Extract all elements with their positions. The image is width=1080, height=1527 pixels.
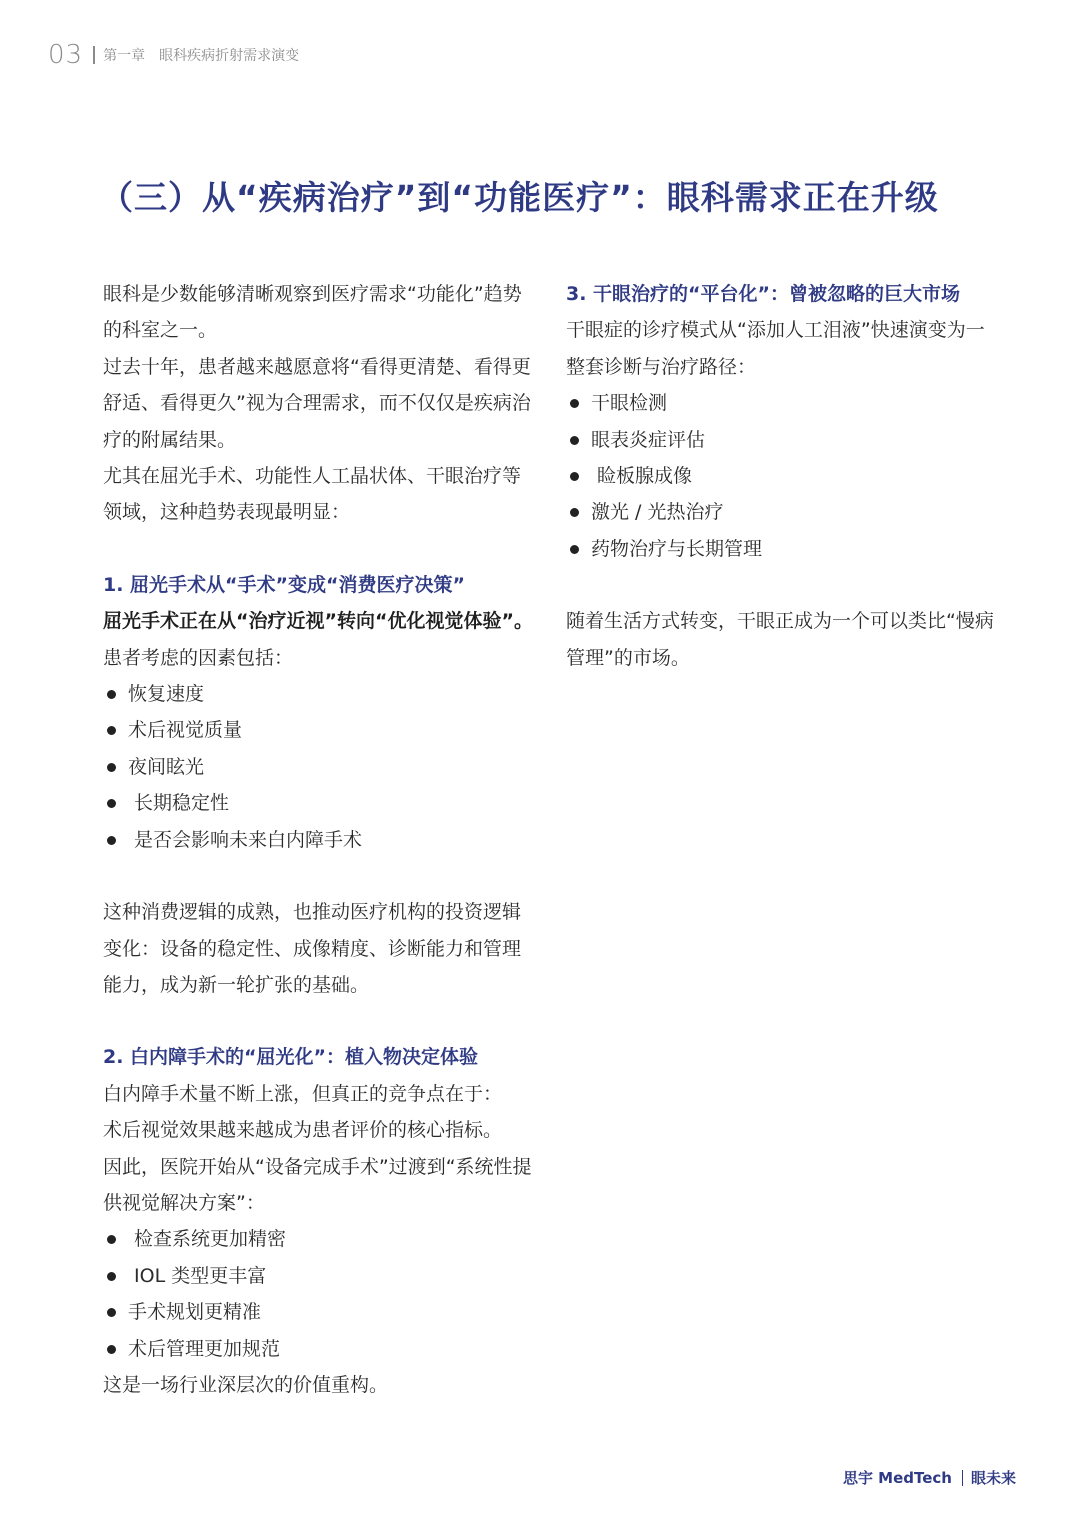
- section-title: （三）从“疾病治疗”到“功能医疗”：眼科需求正在升级: [100, 178, 939, 217]
- list-item: 手术规划更精准: [103, 1294, 533, 1330]
- list-item: 检查系统更加精密: [103, 1221, 533, 1257]
- subsection-1-bold-statement: 屈光手术正在从“治疗近视”转向“优化视觉体验”。: [103, 610, 533, 633]
- chapter-title: 眼科疾病折射需求演变: [159, 48, 300, 64]
- subsection-1-list: [103, 676, 533, 858]
- subsection-3-lead: 干眼症的诊疗模式从“添加人工泪液”快速演变为一整套诊断与治疗路径：: [566, 319, 985, 378]
- list-item: 眼表炎症评估: [566, 422, 996, 458]
- spacer: [103, 531, 533, 567]
- subsection-2-closing: 这是一场行业深层次的价值重构。: [103, 1373, 389, 1396]
- intro-paragraph-2: 过去十年，患者越来越愿意将“看得更清楚、看得更舒适、看得更久”视为合理需求，而不仅仅是疾病治疗的附属结果。: [103, 355, 531, 451]
- right-column: [566, 276, 996, 676]
- subsection-1-lead: 患者考虑的因素包括：: [103, 646, 294, 669]
- list-item: 术后视觉质量: [103, 712, 533, 748]
- intro-paragraph-1: 眼科是少数能够清晰观察到医疗需求“功能化”趋势的科室之一。: [103, 283, 522, 342]
- spacer: [103, 858, 533, 894]
- intro-paragraph-3: 尤其在屈光手术、功能性人工晶状体、干眼治疗等领域，这种趋势表现最明显：: [103, 465, 522, 524]
- page-number: 03: [48, 40, 84, 70]
- list-item: 是否会影响未来白内障手术: [103, 822, 533, 858]
- subsection-1-after-paragraph: 这种消费逻辑的成熟，也推动医疗机构的投资逻辑变化：设备的稳定性、成像精度、诊断能力和管理能力，成为新一轮扩张的基础。: [103, 901, 522, 996]
- chapter-label: 第一章: [103, 48, 146, 64]
- spacer: [566, 567, 996, 603]
- list-item: 激光 / 光热治疗: [566, 494, 996, 530]
- spacer: [103, 1003, 533, 1039]
- page-header: [48, 40, 299, 70]
- header-divider: [93, 46, 95, 64]
- subsection-3-heading: 3. 干眼治疗的“平台化”：曾被忽略的巨大市场: [566, 283, 961, 305]
- subsection-3-list: [566, 385, 996, 567]
- list-item: 长期稳定性: [103, 785, 533, 821]
- footer-slogan: 眼未来: [970, 1469, 1016, 1487]
- footer-brand: 思宇 MedTech: [842, 1469, 952, 1487]
- subsection-2-line-1: 白内障手术量不断上涨，但真正的竞争点在于：: [103, 1082, 503, 1105]
- left-column: [103, 276, 533, 1403]
- list-item: 睑板腺成像: [566, 458, 996, 494]
- subsection-2-line-3: 因此，医院开始从“设备完成手术”过渡到“系统性提供视觉解决方案”：: [103, 1155, 532, 1214]
- list-item: 药物治疗与长期管理: [566, 531, 996, 567]
- subsection-2-list: [103, 1221, 533, 1367]
- subsection-1-heading: 1. 屈光手术从“手术”变成“消费医疗决策”: [103, 573, 466, 596]
- list-item: IOL 类型更丰富: [103, 1258, 533, 1294]
- list-item: 恢复速度: [103, 676, 533, 712]
- list-item: 夜间眩光: [103, 749, 533, 785]
- page-footer: [843, 1467, 1016, 1488]
- subsection-2-line-2: 术后视觉效果越来越成为患者评价的核心指标。: [103, 1119, 503, 1142]
- subsection-3-closing: 随着生活方式转变，干眼正成为一个可以类比“慢病管理”的市场。: [566, 610, 994, 669]
- list-item: 术后管理更加规范: [103, 1331, 533, 1367]
- list-item: 干眼检测: [566, 385, 996, 421]
- footer-divider: [962, 1470, 963, 1486]
- subsection-2-heading: 2. 白内障手术的“屈光化”：植入物决定体验: [103, 1046, 479, 1069]
